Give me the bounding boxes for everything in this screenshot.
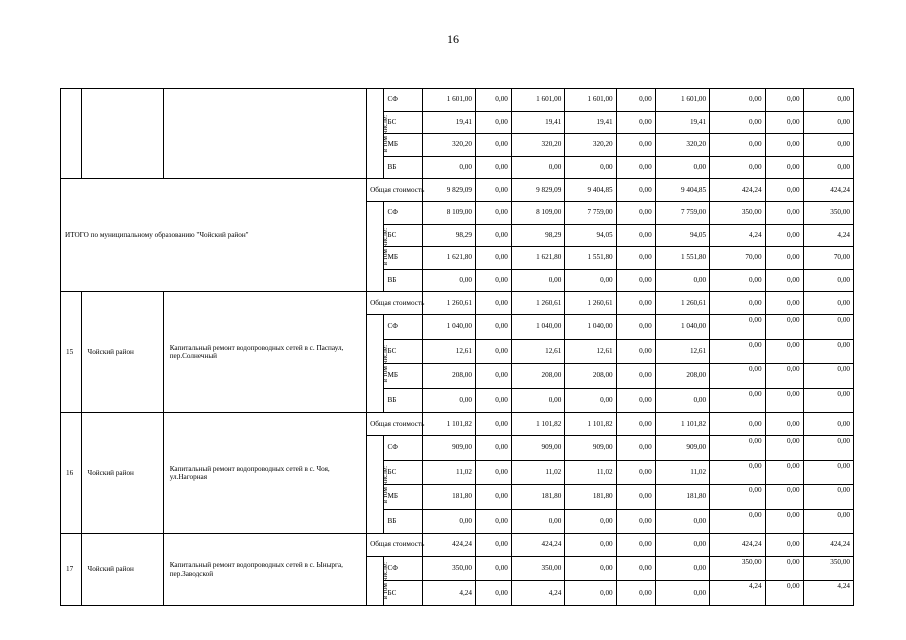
value-cell: 0,00 bbox=[422, 388, 475, 413]
object-name: Капитальный ремонт водопроводных сетей в с. Ынырга, пер.Заводской bbox=[163, 534, 366, 606]
value-cell: 0,00 bbox=[765, 364, 803, 389]
value-cell: 350,00 bbox=[803, 556, 853, 581]
value-cell: 0,00 bbox=[710, 460, 765, 485]
value-cell: 1 621,80 bbox=[511, 247, 564, 270]
value-cell: 909,00 bbox=[511, 435, 564, 460]
row-number: 15 bbox=[61, 292, 82, 413]
value-cell: 424,24 bbox=[710, 179, 765, 202]
value-cell: 0,00 bbox=[475, 364, 511, 389]
value-cell: 320,20 bbox=[511, 134, 564, 157]
value-cell: 0,00 bbox=[710, 134, 765, 157]
value-cell: 4,24 bbox=[422, 581, 475, 606]
value-cell: 0,00 bbox=[475, 339, 511, 364]
value-cell: 0,00 bbox=[655, 556, 709, 581]
value-cell: 0,00 bbox=[475, 201, 511, 224]
value-cell: 181,80 bbox=[565, 485, 616, 510]
in-total-label-text: в том числе: bbox=[381, 114, 390, 153]
value-cell: 0,00 bbox=[475, 247, 511, 270]
value-cell: 0,00 bbox=[765, 201, 803, 224]
value-cell: 0,00 bbox=[765, 156, 803, 179]
value-cell: 9 404,85 bbox=[565, 179, 616, 202]
value-cell: 0,00 bbox=[710, 485, 765, 510]
value-cell: 0,00 bbox=[475, 534, 511, 557]
value-cell: 0,00 bbox=[803, 339, 853, 364]
value-cell: 0,00 bbox=[616, 111, 655, 134]
region-name: Чойский район bbox=[81, 534, 163, 606]
value-cell: 1 621,80 bbox=[422, 247, 475, 270]
value-cell: 12,61 bbox=[655, 339, 709, 364]
value-cell: 0,00 bbox=[616, 509, 655, 534]
value-cell: 0,00 bbox=[710, 435, 765, 460]
value-cell: 1 601,00 bbox=[565, 89, 616, 112]
value-cell: 11,02 bbox=[511, 460, 564, 485]
value-cell: 94,05 bbox=[565, 224, 616, 247]
value-cell: 0,00 bbox=[765, 224, 803, 247]
value-cell: 11,02 bbox=[655, 460, 709, 485]
value-cell: 0,00 bbox=[475, 111, 511, 134]
funding-source-label: МБ bbox=[383, 134, 422, 157]
value-cell: 4,24 bbox=[511, 581, 564, 606]
funding-source-label: СФ bbox=[383, 556, 422, 581]
value-cell: 0,00 bbox=[710, 413, 765, 436]
value-cell: 208,00 bbox=[422, 364, 475, 389]
value-cell: 320,20 bbox=[422, 134, 475, 157]
value-cell: 208,00 bbox=[655, 364, 709, 389]
value-cell: 0,00 bbox=[710, 509, 765, 534]
value-cell: 0,00 bbox=[710, 89, 765, 112]
value-cell: 12,61 bbox=[511, 339, 564, 364]
value-cell: 1 040,00 bbox=[655, 314, 709, 339]
value-cell: 0,00 bbox=[710, 364, 765, 389]
value-cell: 0,00 bbox=[475, 413, 511, 436]
value-cell: 11,02 bbox=[422, 460, 475, 485]
funding-source-label: СФ bbox=[383, 435, 422, 460]
funding-source-label: БС bbox=[383, 339, 422, 364]
value-cell: 0,00 bbox=[565, 269, 616, 292]
value-cell: 0,00 bbox=[616, 581, 655, 606]
value-cell: 4,24 bbox=[803, 581, 853, 606]
funding-source-label: ВБ bbox=[383, 388, 422, 413]
table-row bbox=[61, 413, 854, 436]
row-number: 16 bbox=[61, 413, 82, 534]
value-cell: 0,00 bbox=[565, 388, 616, 413]
value-cell: 0,00 bbox=[616, 556, 655, 581]
value-cell: 0,00 bbox=[765, 485, 803, 510]
funding-source-label: МБ bbox=[383, 247, 422, 270]
total-cost-label: Общая стоимость bbox=[367, 534, 422, 557]
funding-source-label: МБ bbox=[383, 364, 422, 389]
value-cell: 181,80 bbox=[422, 485, 475, 510]
value-cell: 0,00 bbox=[475, 314, 511, 339]
region-name: Чойский район bbox=[81, 413, 163, 534]
row-number-cell bbox=[61, 89, 82, 179]
in-total-vertical-label bbox=[367, 89, 390, 179]
value-cell: 0,00 bbox=[475, 435, 511, 460]
value-cell: 0,00 bbox=[616, 435, 655, 460]
value-cell: 0,00 bbox=[710, 339, 765, 364]
value-cell: 1 101,82 bbox=[511, 413, 564, 436]
value-cell: 1 260,61 bbox=[511, 292, 564, 315]
row-number: 17 bbox=[61, 534, 82, 606]
value-cell: 1 260,61 bbox=[565, 292, 616, 315]
value-cell: 4,24 bbox=[803, 224, 853, 247]
value-cell: 0,00 bbox=[475, 269, 511, 292]
value-cell: 0,00 bbox=[803, 314, 853, 339]
value-cell: 0,00 bbox=[765, 460, 803, 485]
value-cell: 0,00 bbox=[616, 485, 655, 510]
in-total-vertical-label bbox=[367, 314, 390, 412]
total-cost-label: Общая стоимость bbox=[367, 292, 422, 315]
value-cell: 320,20 bbox=[565, 134, 616, 157]
value-cell: 0,00 bbox=[710, 156, 765, 179]
value-cell: 208,00 bbox=[511, 364, 564, 389]
value-cell: 0,00 bbox=[710, 269, 765, 292]
budget-table-body bbox=[61, 89, 854, 606]
in-total-label-text: в том числе: bbox=[381, 562, 390, 600]
value-cell: 0,00 bbox=[803, 485, 853, 510]
value-cell: 0,00 bbox=[765, 413, 803, 436]
value-cell: 0,00 bbox=[765, 292, 803, 315]
value-cell: 0,00 bbox=[565, 509, 616, 534]
value-cell: 98,29 bbox=[422, 224, 475, 247]
value-cell: 0,00 bbox=[475, 134, 511, 157]
value-cell: 0,00 bbox=[616, 364, 655, 389]
value-cell: 9 404,85 bbox=[655, 179, 709, 202]
value-cell: 0,00 bbox=[803, 413, 853, 436]
value-cell: 1 040,00 bbox=[422, 314, 475, 339]
value-cell: 19,41 bbox=[655, 111, 709, 134]
value-cell: 0,00 bbox=[655, 581, 709, 606]
itogo-label: ИТОГО по муниципальному образованию "Чойский район" bbox=[61, 179, 367, 292]
value-cell: 1 040,00 bbox=[511, 314, 564, 339]
value-cell: 0,00 bbox=[765, 581, 803, 606]
value-cell: 0,00 bbox=[616, 156, 655, 179]
value-cell: 424,24 bbox=[422, 534, 475, 557]
value-cell: 0,00 bbox=[803, 156, 853, 179]
value-cell: 909,00 bbox=[655, 435, 709, 460]
value-cell: 1 260,61 bbox=[422, 292, 475, 315]
value-cell: 1 101,82 bbox=[565, 413, 616, 436]
value-cell: 0,00 bbox=[475, 89, 511, 112]
value-cell: 0,00 bbox=[803, 388, 853, 413]
value-cell: 0,00 bbox=[765, 509, 803, 534]
value-cell: 1 040,00 bbox=[565, 314, 616, 339]
value-cell: 1 601,00 bbox=[655, 89, 709, 112]
value-cell: 0,00 bbox=[616, 460, 655, 485]
value-cell: 19,41 bbox=[422, 111, 475, 134]
value-cell: 0,00 bbox=[475, 292, 511, 315]
value-cell: 12,61 bbox=[565, 339, 616, 364]
value-cell: 320,20 bbox=[655, 134, 709, 157]
value-cell: 424,24 bbox=[511, 534, 564, 557]
region-cell bbox=[81, 89, 163, 179]
value-cell: 0,00 bbox=[655, 509, 709, 534]
value-cell: 0,00 bbox=[475, 388, 511, 413]
value-cell: 0,00 bbox=[616, 269, 655, 292]
table-row bbox=[61, 89, 854, 112]
in-total-vertical-label bbox=[367, 556, 390, 605]
value-cell: 1 551,80 bbox=[565, 247, 616, 270]
value-cell: 1 260,61 bbox=[655, 292, 709, 315]
value-cell: 350,00 bbox=[710, 556, 765, 581]
value-cell: 424,24 bbox=[803, 179, 853, 202]
funding-source-label: БС bbox=[383, 111, 422, 134]
value-cell: 350,00 bbox=[511, 556, 564, 581]
funding-source-label: ВБ bbox=[383, 269, 422, 292]
value-cell: 0,00 bbox=[765, 339, 803, 364]
value-cell: 1 101,82 bbox=[655, 413, 709, 436]
value-cell: 19,41 bbox=[511, 111, 564, 134]
value-cell: 4,24 bbox=[710, 581, 765, 606]
value-cell: 0,00 bbox=[565, 534, 616, 557]
value-cell: 0,00 bbox=[803, 509, 853, 534]
value-cell: 0,00 bbox=[511, 509, 564, 534]
value-cell: 0,00 bbox=[616, 201, 655, 224]
total-cost-label: Общая стоимость bbox=[367, 179, 422, 202]
value-cell: 0,00 bbox=[803, 292, 853, 315]
value-cell: 1 101,82 bbox=[422, 413, 475, 436]
value-cell: 8 109,00 bbox=[422, 201, 475, 224]
value-cell: 0,00 bbox=[511, 388, 564, 413]
funding-source-label: СФ bbox=[383, 314, 422, 339]
value-cell: 70,00 bbox=[803, 247, 853, 270]
value-cell: 0,00 bbox=[710, 388, 765, 413]
in-total-vertical-label bbox=[367, 435, 390, 533]
value-cell: 11,02 bbox=[565, 460, 616, 485]
value-cell: 909,00 bbox=[422, 435, 475, 460]
value-cell: 350,00 bbox=[422, 556, 475, 581]
value-cell: 0,00 bbox=[616, 314, 655, 339]
value-cell: 0,00 bbox=[422, 156, 475, 179]
value-cell: 0,00 bbox=[803, 269, 853, 292]
value-cell: 9 829,09 bbox=[511, 179, 564, 202]
funding-source-label: СФ bbox=[383, 201, 422, 224]
value-cell: 94,05 bbox=[655, 224, 709, 247]
value-cell: 7 759,00 bbox=[655, 201, 709, 224]
value-cell: 0,00 bbox=[765, 534, 803, 557]
table-row bbox=[61, 534, 854, 557]
value-cell: 0,00 bbox=[475, 556, 511, 581]
in-total-vertical-label bbox=[367, 201, 390, 291]
in-total-label-text: в том числе: bbox=[381, 344, 390, 383]
value-cell: 0,00 bbox=[475, 509, 511, 534]
value-cell: 0,00 bbox=[765, 435, 803, 460]
funding-source-label: МБ bbox=[383, 485, 422, 510]
value-cell: 0,00 bbox=[565, 556, 616, 581]
value-cell: 0,00 bbox=[616, 292, 655, 315]
value-cell: 7 759,00 bbox=[565, 201, 616, 224]
value-cell: 0,00 bbox=[655, 388, 709, 413]
value-cell: 0,00 bbox=[765, 314, 803, 339]
value-cell: 350,00 bbox=[803, 201, 853, 224]
value-cell: 0,00 bbox=[803, 435, 853, 460]
value-cell: 0,00 bbox=[616, 89, 655, 112]
value-cell: 98,29 bbox=[511, 224, 564, 247]
value-cell: 70,00 bbox=[710, 247, 765, 270]
value-cell: 909,00 bbox=[565, 435, 616, 460]
value-cell: 0,00 bbox=[511, 269, 564, 292]
value-cell: 0,00 bbox=[803, 89, 853, 112]
value-cell: 0,00 bbox=[710, 314, 765, 339]
value-cell: 0,00 bbox=[616, 388, 655, 413]
value-cell: 0,00 bbox=[616, 413, 655, 436]
value-cell: 0,00 bbox=[765, 247, 803, 270]
value-cell: 0,00 bbox=[422, 509, 475, 534]
value-cell: 0,00 bbox=[616, 179, 655, 202]
value-cell: 12,61 bbox=[422, 339, 475, 364]
value-cell: 0,00 bbox=[765, 556, 803, 581]
region-name: Чойский район bbox=[81, 292, 163, 413]
value-cell: 0,00 bbox=[655, 534, 709, 557]
page-number: 16 bbox=[447, 32, 459, 46]
value-cell: 0,00 bbox=[616, 134, 655, 157]
value-cell: 0,00 bbox=[511, 156, 564, 179]
value-cell: 0,00 bbox=[710, 111, 765, 134]
value-cell: 8 109,00 bbox=[511, 201, 564, 224]
value-cell: 1 601,00 bbox=[422, 89, 475, 112]
object-name: Капитальный ремонт водопроводных сетей в с. Чоя, ул.Нагорная bbox=[163, 413, 366, 534]
value-cell: 0,00 bbox=[710, 292, 765, 315]
in-total-label-text: в том числе: bbox=[381, 227, 390, 266]
value-cell: 0,00 bbox=[765, 134, 803, 157]
funding-source-label: БС bbox=[383, 224, 422, 247]
value-cell: 181,80 bbox=[655, 485, 709, 510]
funding-source-label: ВБ bbox=[383, 509, 422, 534]
value-cell: 19,41 bbox=[565, 111, 616, 134]
budget-table-container bbox=[60, 88, 854, 606]
value-cell: 0,00 bbox=[765, 269, 803, 292]
value-cell: 0,00 bbox=[475, 581, 511, 606]
value-cell: 0,00 bbox=[655, 269, 709, 292]
value-cell: 0,00 bbox=[616, 247, 655, 270]
funding-source-label: СФ bbox=[383, 89, 422, 112]
in-total-label-text: в том числе: bbox=[381, 465, 390, 504]
table-row bbox=[61, 179, 854, 202]
value-cell: 0,00 bbox=[803, 364, 853, 389]
value-cell: 208,00 bbox=[565, 364, 616, 389]
value-cell: 0,00 bbox=[475, 485, 511, 510]
value-cell: 0,00 bbox=[565, 581, 616, 606]
value-cell: 0,00 bbox=[765, 388, 803, 413]
total-cost-label: Общая стоимость bbox=[367, 413, 422, 436]
object-name: Капитальный ремонт водопроводных сетей в с. Паспаул, пер.Солнечный bbox=[163, 292, 366, 413]
value-cell: 424,24 bbox=[710, 534, 765, 557]
object-cell bbox=[163, 89, 366, 179]
value-cell: 0,00 bbox=[765, 89, 803, 112]
value-cell: 0,00 bbox=[475, 156, 511, 179]
value-cell: 350,00 bbox=[710, 201, 765, 224]
funding-source-label: БС bbox=[383, 581, 422, 606]
value-cell: 181,80 bbox=[511, 485, 564, 510]
value-cell: 9 829,09 bbox=[422, 179, 475, 202]
value-cell: 0,00 bbox=[475, 224, 511, 247]
value-cell: 0,00 bbox=[475, 460, 511, 485]
value-cell: 0,00 bbox=[616, 339, 655, 364]
value-cell: 0,00 bbox=[803, 111, 853, 134]
budget-table bbox=[60, 88, 854, 606]
value-cell: 0,00 bbox=[475, 179, 511, 202]
value-cell: 0,00 bbox=[765, 111, 803, 134]
value-cell: 4,24 bbox=[710, 224, 765, 247]
value-cell: 424,24 bbox=[803, 534, 853, 557]
value-cell: 0,00 bbox=[765, 179, 803, 202]
funding-source-label: БС bbox=[383, 460, 422, 485]
value-cell: 0,00 bbox=[565, 156, 616, 179]
value-cell: 0,00 bbox=[803, 460, 853, 485]
table-row bbox=[61, 292, 854, 315]
value-cell: 1 601,00 bbox=[511, 89, 564, 112]
value-cell: 1 551,80 bbox=[655, 247, 709, 270]
value-cell: 0,00 bbox=[616, 224, 655, 247]
value-cell: 0,00 bbox=[422, 269, 475, 292]
funding-source-label: ВБ bbox=[383, 156, 422, 179]
value-cell: 0,00 bbox=[616, 534, 655, 557]
value-cell: 0,00 bbox=[803, 134, 853, 157]
value-cell: 0,00 bbox=[655, 156, 709, 179]
